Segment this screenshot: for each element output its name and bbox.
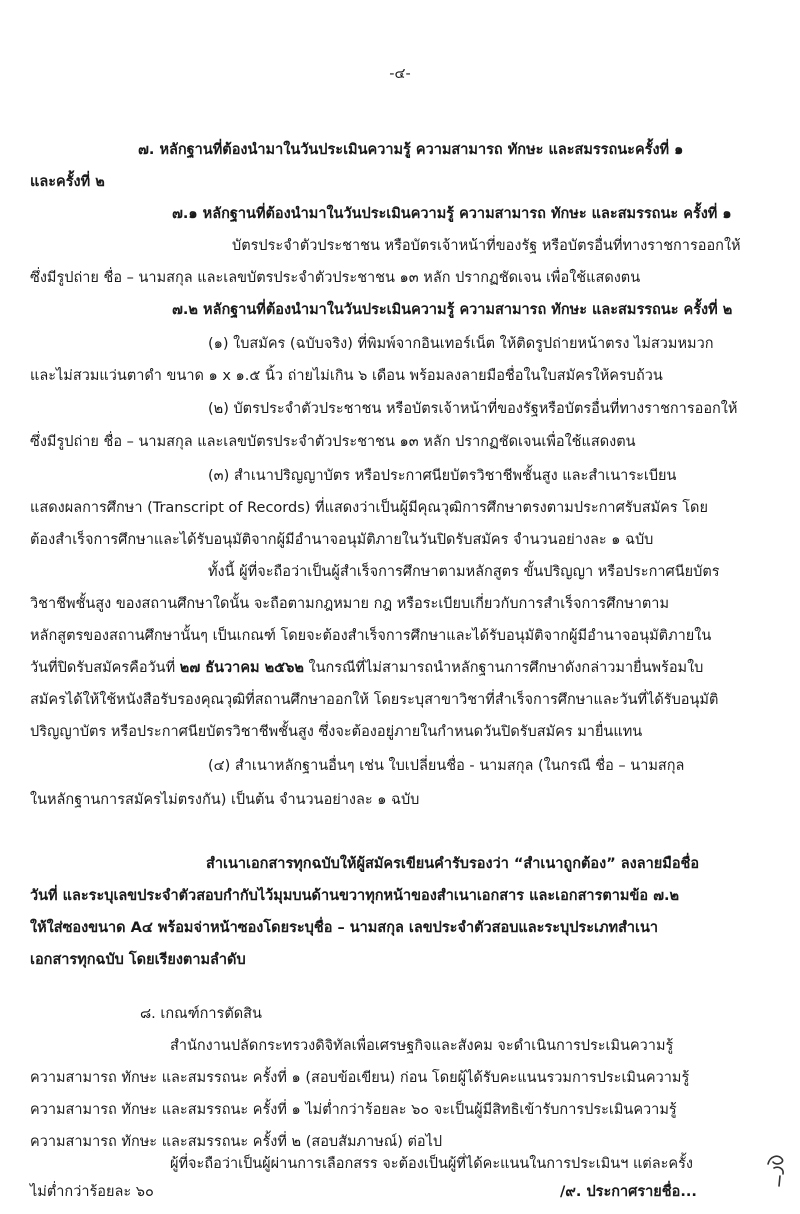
item-2-text: (๒) บัตรประจำตัวประชาชน หรือบัตรเจ้าหน้าที่ของรัฐหรือบัตรอื่นที่ทางราชการออกให้ bbox=[208, 401, 738, 417]
section-7-1-text: บัตรประจำตัวประชาชน หรือบัตรเจ้าหน้าที่ของรัฐ หรือบัตรอื่นที่ทางราชการออกให้ bbox=[232, 238, 741, 254]
item-3-text: (๓) สำเนาปริญญาบัตร หรือประกาศนียบัตรวิชาชีพชั้นสูง และสำเนาระเบียน bbox=[208, 468, 677, 484]
closing-date: ๒๗ ธันวาคม ๒๕๖๒ bbox=[179, 660, 304, 676]
section-8-text: ความสามารถ ทักษะ และสมรรถนะ ครั้งที่ ๑ ไม่ต่ำกว่าร้อยละ ๖๐ จะเป็นผู้มีสิทธิเข้ารับการประเมินความรู้ bbox=[30, 1102, 677, 1118]
item-4-text: ในหลักฐานการสมัครไม่ตรงกัน) เป็นต้น จำนวนอย่างละ ๑ ฉบับ bbox=[30, 792, 420, 808]
note-text: สมัครได้ให้ใช้หนังสือรับรองคุณวุฒิที่สถานศึกษาออกให้ โดยระบุสาขาวิชาที่สำเร็จการศึกษาและวันที่ได้รับอนุมัติ bbox=[30, 692, 719, 708]
certification-note: วันที่ และระบุเลขประจำตัวสอบกำกับไว้มุมบนด้านขวาทุกหน้าของสำเนาเอกสาร และเอกสารตามข้อ ๗.๒ bbox=[30, 888, 680, 904]
certification-note: ให้ใส่ซองขนาด A๔ พร้อมจ่าหน้าซองโดยระบุชื่อ – นามสกุล เลขประจำตัวสอบและระบุประเภทสำเนา bbox=[30, 920, 659, 936]
section-8-heading: ๘. เกณฑ์การตัดสิน bbox=[140, 1006, 262, 1022]
item-3-text: แสดงผลการศึกษา (Transcript of Records) ที่แสดงว่าเป็นผู้มีคุณวุฒิการศึกษาตรงตามประกาศรับสมัคร โดย bbox=[30, 500, 708, 516]
note-text: วิชาชีพชั้นสูง ของสถานศึกษาใดนั้น จะถือตามกฎหมาย กฎ หรือระเบียบเกี่ยวกับการสำเร็จการศึกษาตาม bbox=[30, 596, 670, 612]
section-8-text: ผู้ที่จะถือว่าเป็นผู้ผ่านการเลือกสรร จะต้องเป็นผู้ที่ได้คะแนนในการประเมินฯ แต่ละครั้ง bbox=[170, 1156, 693, 1172]
item-3-text: ต้องสำเร็จการศึกษาและได้รับอนุมัติจากผู้มีอำนาจอนุมัติภายในวันปิดรับสมัคร จำนวนอย่างละ ๑ ฉบับ bbox=[30, 532, 654, 548]
section-8-text: สำนักงานปลัดกระทรวงดิจิทัลเพื่อเศรษฐกิจและสังคม จะดำเนินการประเมินความรู้ bbox=[170, 1038, 674, 1054]
section-8-text: ไม่ต่ำกว่าร้อยละ ๖๐ bbox=[30, 1184, 154, 1200]
certification-note: สำเนาเอกสารทุกฉบับให้ผู้สมัครเขียนคำรับรองว่า “สำเนาถูกต้อง” ลงลายมือชื่อ bbox=[206, 856, 700, 872]
section-7-2-heading: ๗.๒ หลักฐานที่ต้องนำมาในวันประเมินความรู้ ความสามารถ ทักษะ และสมรรถนะ ครั้งที่ ๒ bbox=[172, 302, 733, 318]
note-text: ปริญญาบัตร หรือประกาศนียบัตรวิชาชีพชั้นสูง ซึ่งจะต้องอยู่ภายในกำหนดวันปิดรับสมัคร มายื่นแทน bbox=[30, 724, 643, 740]
item-1-text: (๑) ใบสมัคร (ฉบับจริง) ที่พิมพ์จากอินเทอร์เน็ต ให้ติดรูปถ่ายหน้าตรง ไม่สวมหมวก bbox=[208, 336, 714, 352]
note-text bbox=[30, 654, 703, 682]
note-text: หลักสูตรของสถานศึกษานั้นๆ เป็นเกณฑ์ โดยจะต้องสำเร็จการศึกษาและได้รับอนุมัติจากผู้มีอำนาจอนุมัติภายใน bbox=[30, 628, 712, 644]
handwritten-initials bbox=[764, 1150, 790, 1188]
section-7-heading: ๗. หลักฐานที่ต้องนำมาในวันประเมินความรู้ ความสามารถ ทักษะ และสมรรถนะครั้งที่ ๑ bbox=[138, 142, 684, 158]
item-1-text: และไม่สวมแว่นตาดำ ขนาด ๑ x ๑.๕ นิ้ว ถ่ายไม่เกิน ๖ เดือน พร้อมลงลายมือชื่อในใบสมัครให้ครบถ้วน bbox=[30, 368, 663, 384]
section-8-text: ความสามารถ ทักษะ และสมรรถนะ ครั้งที่ ๑ (สอบข้อเขียน) ก่อน โดยผู้ได้รับคะแนนรวมการประเมินความรู้ bbox=[30, 1070, 690, 1086]
page-number: -๔- bbox=[389, 66, 411, 82]
item-2-text: ซึ่งมีรูปถ่าย ชื่อ – นามสกุล และเลขบัตรประจำตัวประชาชน ๑๓ หลัก ปรากฏชัดเจนเพื่อใช้แสดงตน bbox=[30, 434, 636, 450]
section-7-1-text: ซึ่งมีรูปถ่าย ชื่อ – นามสกุล และเลขบัตรประจำตัวประชาชน ๑๓ หลัก ปรากฏชัดเจน เพื่อใช้แสดงตน bbox=[30, 270, 641, 286]
certification-note: เอกสารทุกฉบับ โดยเรียงตามลำดับ bbox=[30, 952, 246, 968]
section-7-1-heading: ๗.๑ หลักฐานที่ต้องนำมาในวันประเมินความรู้ ความสามารถ ทักษะ และสมรรถนะ ครั้งที่ ๑ bbox=[172, 206, 732, 222]
item-4-text: (๔) สำเนาหลักฐานอื่นๆ เช่น ใบเปลี่ยนชื่อ - นามสกุล (ในกรณี ชื่อ – นามสกุล bbox=[208, 758, 685, 774]
section-8-text: ความสามารถ ทักษะ และสมรรถนะ ครั้งที่ ๒ (สอบสัมภาษณ์) ต่อไป bbox=[30, 1134, 443, 1150]
note-text: ทั้งนี้ ผู้ที่จะถือว่าเป็นผู้สำเร็จการศึกษาตามหลักสูตร ขั้นปริญญา หรือประกาศนียบัตร bbox=[208, 564, 720, 580]
section-7-heading-continued: และครั้งที่ ๒ bbox=[30, 174, 105, 190]
signature-icon bbox=[764, 1150, 790, 1188]
next-page-indicator: /๙. ประกาศรายชื่อ... bbox=[560, 1184, 697, 1200]
note-text-part: วันที่ปิดรับสมัครคือวันที่ bbox=[30, 660, 180, 676]
note-text-part: ในกรณีที่ไม่สามารถนำหลักฐานการศึกษาดังกล่าวมายื่นพร้อมใบ bbox=[303, 660, 704, 676]
